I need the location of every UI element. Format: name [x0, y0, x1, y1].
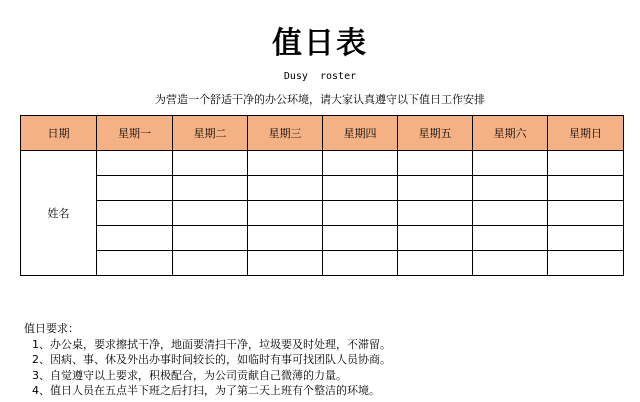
table-cell[interactable]: [548, 251, 624, 276]
requirement-item: 4、值日人员在五点半下班之后打扫，为了第二天上班有个整洁的环境。: [32, 384, 380, 397]
requirement-item: 3、自觉遵守以上要求，积极配合，为公司贡献自己微薄的力量。: [32, 368, 347, 382]
table-cell[interactable]: [248, 201, 323, 226]
table-cell[interactable]: [248, 251, 323, 276]
header-wednesday: 星期三: [248, 116, 323, 151]
table-cell[interactable]: [473, 176, 548, 201]
name-label-cell: 姓名: [21, 151, 97, 276]
requirement-item: 1、办公桌，要求擦拭干净，地面要清扫干净，垃圾要及时处理，不滞留。: [32, 337, 391, 351]
roster-table: [20, 115, 624, 276]
table-cell[interactable]: [323, 251, 398, 276]
page-subtitle: Dusy roster: [283, 71, 357, 82]
header-row: [21, 116, 624, 151]
intro-text: 为营造一个舒适干净的办公环境，请大家认真遵守以下值日工作安排: [155, 93, 485, 106]
table-cell[interactable]: [323, 201, 398, 226]
requirements-section: [24, 321, 624, 399]
table-row: [21, 201, 624, 226]
table-cell[interactable]: [473, 226, 548, 251]
header-tuesday: 星期二: [173, 116, 248, 151]
table-cell[interactable]: [97, 226, 173, 251]
table-row: [21, 176, 624, 201]
header-friday: 星期五: [398, 116, 473, 151]
table-cell[interactable]: [473, 151, 548, 176]
table-cell[interactable]: [173, 251, 248, 276]
table-cell[interactable]: [473, 201, 548, 226]
header-date: 日期: [21, 116, 97, 151]
table-cell[interactable]: [473, 251, 548, 276]
table-cell[interactable]: [248, 151, 323, 176]
table-cell[interactable]: [97, 251, 173, 276]
header-thursday: 星期四: [323, 116, 398, 151]
page-title: 值日表: [272, 26, 368, 61]
table-cell[interactable]: [323, 176, 398, 201]
header-saturday: 星期六: [473, 116, 548, 151]
table-row: [21, 151, 624, 176]
table-cell[interactable]: [398, 151, 473, 176]
table-cell[interactable]: [323, 151, 398, 176]
requirements-title: 值日要求：: [24, 322, 79, 335]
header-monday: 星期一: [97, 116, 173, 151]
table-cell[interactable]: [173, 201, 248, 226]
table-cell[interactable]: [323, 226, 398, 251]
table-cell[interactable]: [398, 226, 473, 251]
table-cell[interactable]: [97, 201, 173, 226]
table-row: [21, 251, 624, 276]
table-cell[interactable]: [398, 251, 473, 276]
table-row: [21, 226, 624, 251]
table-cell[interactable]: [173, 151, 248, 176]
table-cell[interactable]: [548, 176, 624, 201]
table-cell[interactable]: [97, 176, 173, 201]
table-cell[interactable]: [248, 176, 323, 201]
table-cell[interactable]: [548, 151, 624, 176]
table-cell[interactable]: [548, 226, 624, 251]
header-sunday: 星期日: [548, 116, 624, 151]
table-cell[interactable]: [97, 151, 173, 176]
table-cell[interactable]: [173, 176, 248, 201]
table-cell[interactable]: [173, 226, 248, 251]
table-cell[interactable]: [548, 201, 624, 226]
table-cell[interactable]: [398, 201, 473, 226]
table-cell[interactable]: [398, 176, 473, 201]
requirement-item: 2、因病、事、休及外出办事时间较长的，如临时有事可找团队人员协商。: [32, 353, 391, 366]
table-cell[interactable]: [248, 226, 323, 251]
